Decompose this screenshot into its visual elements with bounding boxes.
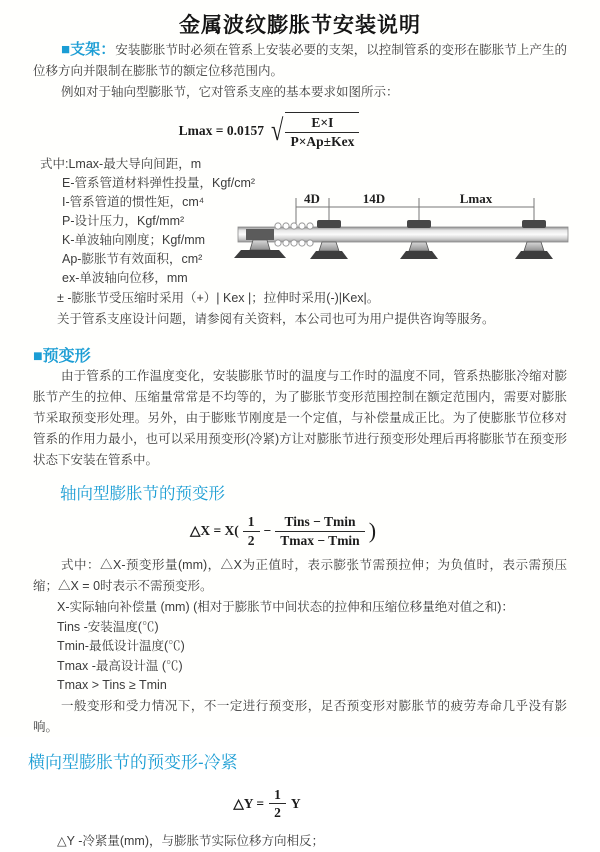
lateral-formula <box>33 786 501 822</box>
lmax-formula-fraction <box>285 112 359 150</box>
axial-formula-rhs: ) <box>368 518 377 544</box>
definition-line: Ap-膨胀节有效面积，cm² <box>62 252 203 267</box>
axial-line: X-实际轴向补偿量 (mm) (相对于膨胀节中间状态的拉伸和压缩位移量绝对值之和)： <box>57 600 514 615</box>
axial-formula-half-num: 1 <box>243 513 260 532</box>
axial-subsection-heading: 轴向型膨胀节的预变形 <box>60 485 225 504</box>
predeform-body: 由于管系的工作温度变化，安装膨胀节时的温度与工作时的温度不同，管系热膨胀冷缩对膨胀节产生的拉伸、压缩量常常是不均等的，为了膨胀节变形范围控制在额定范围内，需要对膨胀节采取预变形处理。另外，由于膨账节刚度是一个定值，与补偿量成正比。为了使膨胀节位移对管系的作用力最小，也可以采用预变形(冷紧)方让对膨胀节进行预变形处理后再将膨胀节在预变形状态下安装在管系中。 <box>33 369 567 468</box>
definition-line: K-单波轴向刚度；Kgf/mm <box>62 233 206 248</box>
lmax-formula <box>33 112 505 150</box>
axial-line: Tmin-最低设计温度(℃) <box>57 639 185 654</box>
radical-sign-icon: √ <box>271 114 284 148</box>
support-example-line: 例如对于轴向型膨胀节，它对管系支座的基本要求如图所示： <box>61 85 399 99</box>
lateral-subsection-heading: 横向型膨胀节的预变形-冷紧 <box>28 752 238 772</box>
lmax-formula-denominator: P×Ap±Kex <box>290 133 355 149</box>
lateral-formula-num: 1 <box>269 786 286 805</box>
consult-line: 关于管系支座设计问题，请参阅有关资料，本公司也可为用户提供咨询等服务。 <box>57 312 495 327</box>
content <box>0 39 600 852</box>
page-title: 金属波纹膨胀节安装说明 <box>179 14 421 37</box>
support-intro-text: 安装膨胀节时必须在管系上安装必要的支架，以控制管系的变形在膨胀节上产生的位移方向并限制在膨胀节的额定位移范围内。 <box>33 43 567 78</box>
axial-line: Tmax > Tins ≥ Tmin <box>57 678 167 693</box>
definition-line: P-设计压力，Kgf/mm² <box>62 214 185 229</box>
axial-formula-half <box>243 513 260 549</box>
axial-formula-temp-den: Tmax − Tmin <box>280 532 360 548</box>
definition-line: ex-单波轴向位移，mm <box>62 271 188 286</box>
support-diagram <box>236 189 593 290</box>
lateral-formula-rhs: Y <box>290 795 301 811</box>
axial-variable-lines <box>57 598 567 696</box>
diagram-label-lmax: Lmax <box>459 191 493 206</box>
lmax-formula-lhs: Lmax = 0.0157 <box>178 123 264 139</box>
axial-note: 一般变形和受力情况下，不一定进行预变形，足否预变形对膨胀节的疲劳寿命几乎没有影响。 <box>33 698 567 734</box>
support-intro-paragraph <box>33 39 567 82</box>
diagram-label-14d: 14D <box>362 191 386 206</box>
lateral-formula-half <box>269 786 286 822</box>
predeform-section-heading: ■预变形 <box>33 348 91 366</box>
definition-line: 式中:Lmax-最大导向间距，m <box>40 157 202 172</box>
axial-formula <box>33 513 533 549</box>
axial-formula-temp-num: Tins − Tmin <box>275 513 364 532</box>
definition-line: E-管系管道材料弹性投量，Kgf/cm² <box>62 176 256 191</box>
plusminus-line: ± -膨胀节受压缩时采用（+）| Kex |；拉伸时采用(-)|Kex|。 <box>57 291 380 306</box>
lmax-formula-numerator: E×I <box>285 114 359 133</box>
axial-explain: 式中：△X-预变形量(mm)，△X为正值时，表示膨张节需预拉伸；为负值时，表示需预压缩；△X = 0时表示不需预变形。 <box>33 558 567 594</box>
axial-formula-half-den: 2 <box>247 532 255 548</box>
axial-line: Tins -安装温度(℃) <box>57 619 159 634</box>
axial-formula-lhs: △X = X( <box>189 523 239 539</box>
lateral-formula-den: 2 <box>274 805 281 821</box>
lateral-formula-lhs: △Y = <box>233 795 265 811</box>
axial-formula-minus: − <box>263 523 272 539</box>
diagram-label-4d: 4D <box>304 191 320 206</box>
support-section-heading: ■支架： <box>61 41 116 58</box>
definition-line: I-管系管道的惯性矩，cm⁴ <box>62 195 205 210</box>
axial-formula-temp-fraction <box>275 513 364 549</box>
lateral-explain: △Y -冷紧量(mm)，与膨胀节实际位移方向相反； <box>57 833 325 848</box>
axial-line: Tmax -最高设计温 (℃) <box>57 658 183 673</box>
